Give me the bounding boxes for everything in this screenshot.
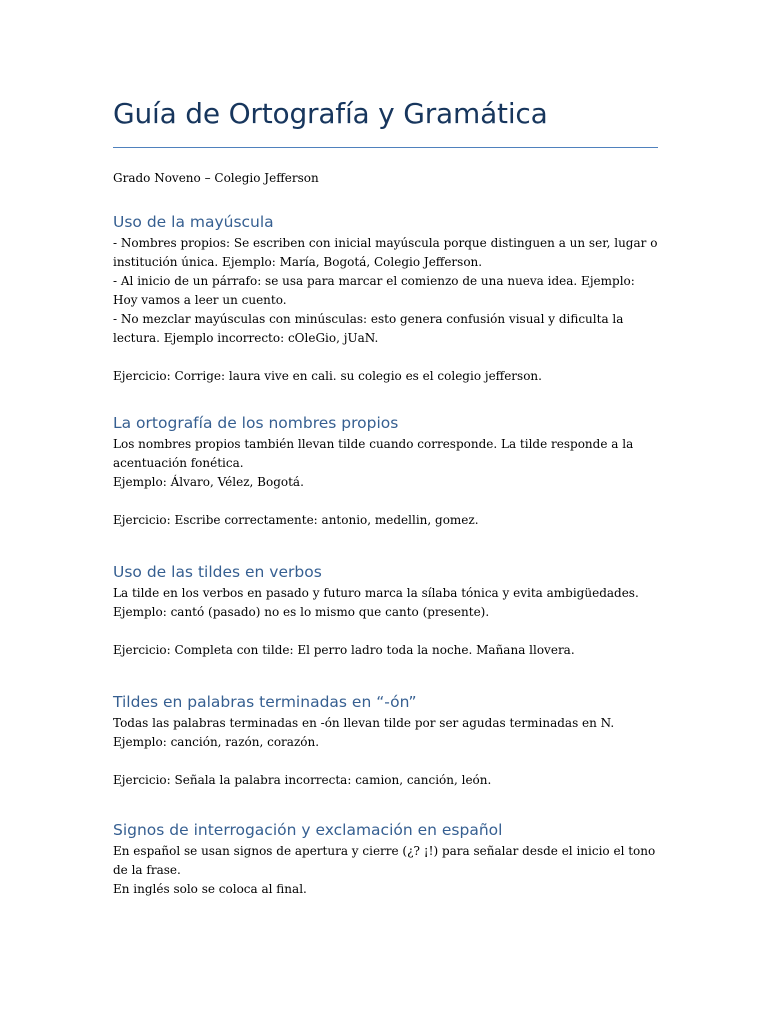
section-line: - Al inicio de un párrafo: se usa para marcar el comienzo de una nueva idea. Ejemplo: Hoy vamos a leer un cuento. [113, 274, 639, 307]
section-line: Ejemplo: Álvaro, Vélez, Bogotá. [113, 475, 304, 489]
section-line: - Nombres propios: Se escriben con inicial mayúscula porque distinguen a un ser, lugar o institución única. Ejemplo: María, Bogotá, Colegio Jefferson. [113, 236, 662, 269]
section-line: En inglés solo se coloca al final. [113, 882, 307, 896]
section-line: Los nombres propios también llevan tilde cuando corresponde. La tilde responde a la acentuación fonética. [113, 437, 638, 470]
section-tildes-on [113, 692, 658, 790]
section-heading: Signos de interrogación y exclamación en español [113, 821, 503, 839]
document-page [113, 90, 662, 899]
section-signos [113, 820, 658, 899]
section-exercise: Ejercicio: Completa con tilde: El perro ladro toda la noche. Mañana llovera. [113, 643, 575, 657]
section-exercise: Ejercicio: Escribe correctamente: antonio, medellin, gomez. [113, 513, 479, 527]
section-heading: Uso de la mayúscula [113, 213, 274, 231]
section-line: La tilde en los verbos en pasado y futuro marca la sílaba tónica y evita ambigüedades. [113, 586, 639, 600]
section-heading: La ortografía de los nombres propios [113, 414, 399, 432]
section-exercise: Ejercicio: Señala la palabra incorrecta: camion, canción, león. [113, 773, 492, 787]
section-line: Ejemplo: cantó (pasado) no es lo mismo que canto (presente). [113, 605, 490, 619]
section-nombres-propios [113, 413, 658, 530]
section-tildes-verbos [113, 562, 658, 660]
section-exercise: Ejercicio: Corrige: laura vive en cali. su colegio es el colegio jefferson. [113, 369, 542, 383]
section-heading: Uso de las tildes en verbos [113, 563, 322, 581]
document-subtitle: Grado Noveno – Colegio Jefferson [113, 171, 319, 185]
section-heading: Tildes en palabras terminadas en “-ón” [113, 693, 417, 711]
section-uso-mayuscula [113, 212, 662, 386]
document-title: Guía de Ortografía y Gramática [113, 90, 658, 148]
section-line: En español se usan signos de apertura y cierre (¿? ¡!) para señalar desde el inicio el tono de la frase. [113, 844, 660, 877]
section-line: Ejemplo: canción, razón, corazón. [113, 735, 320, 749]
section-line: - No mezclar mayúsculas con minúsculas: esto genera confusión visual y dificulta la lectura. Ejemplo incorrecto: cOleGio, jUaN. [113, 312, 628, 345]
section-line: Todas las palabras terminadas en -ón llevan tilde por ser agudas terminadas en N. [113, 716, 615, 730]
